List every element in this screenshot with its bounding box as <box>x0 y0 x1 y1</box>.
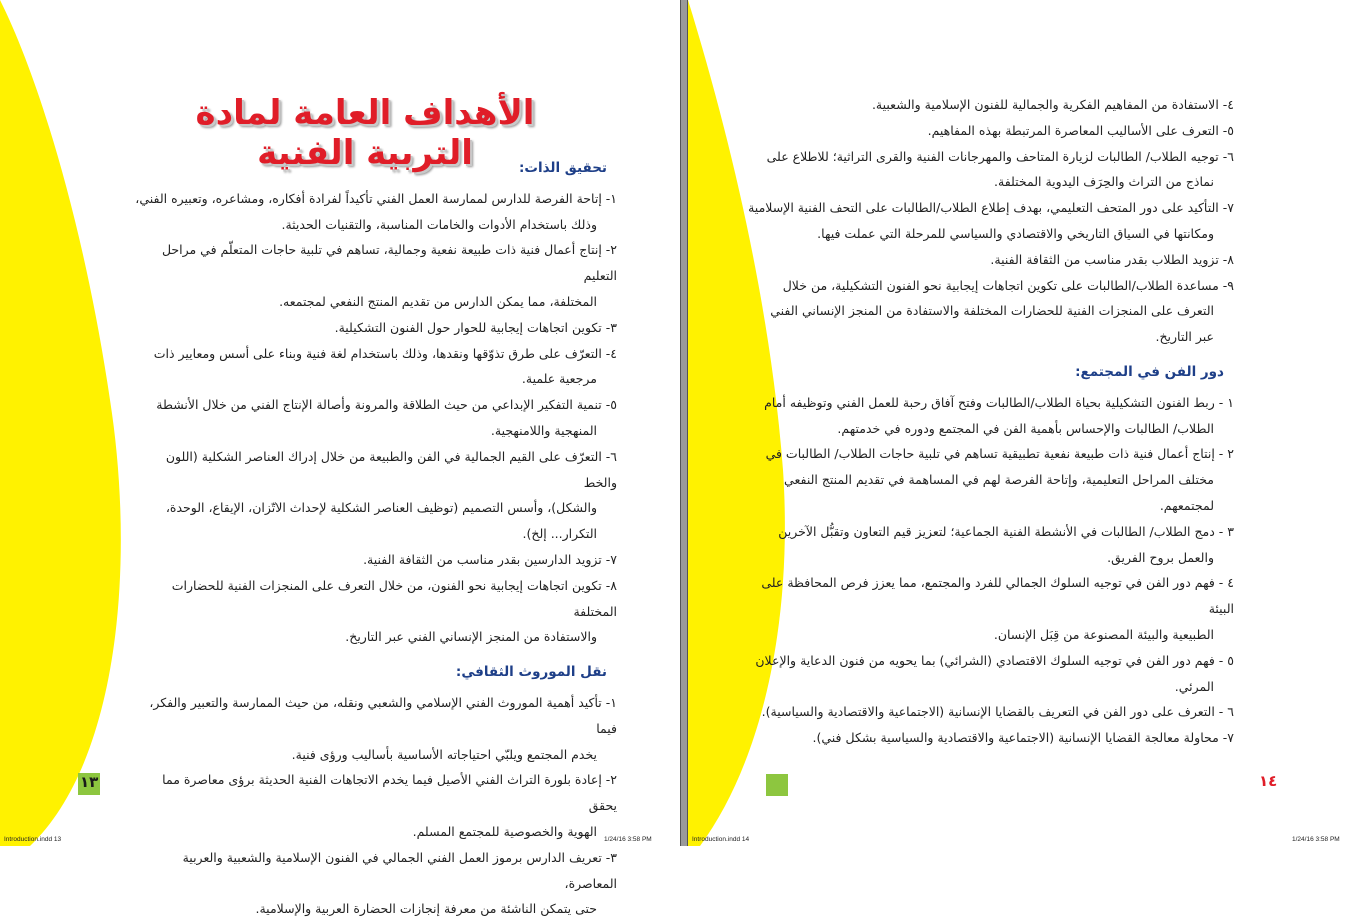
list-item-line: لمجتمعهم. <box>1159 497 1214 513</box>
page-title: الأهداف العامة لمادة التربية الفنية <box>195 93 535 173</box>
right-page <box>688 0 1368 846</box>
list-item <box>744 92 1234 118</box>
list-item-line: ٦ - التعرف على دور الفن في التعريف بالقضايا الإنسانية (الاجتماعية والاقتصادية والسياسية). <box>761 704 1234 720</box>
list-item <box>744 273 1234 350</box>
list-item <box>130 767 617 844</box>
list-item <box>130 547 617 573</box>
objectives-list <box>744 92 1234 350</box>
list-item-line: مرجعية علمية. <box>521 371 597 387</box>
list-item <box>130 444 617 547</box>
list-item-line: ٧- التأكيد على دور المتحف التعليمي، بهدف إطلاع الطلاب/الطالبات على التحف الفنية الإسلامية <box>748 200 1234 216</box>
list-item-line: المختلفة، مما يمكن الدارس من تقديم المنتج النفعي لمجتمعه. <box>279 293 597 309</box>
list-item-line: ٤- الاستفادة من المفاهيم الفكرية والجمالية للفنون الإسلامية والشعبية. <box>871 97 1234 112</box>
list-item-line: وذلك باستخدام الأدوات والخامات المناسبة، والتقنيات الحديثة. <box>281 216 597 232</box>
list-item <box>130 845 617 922</box>
list-item <box>744 390 1234 442</box>
list-item <box>130 186 617 238</box>
list-item <box>744 441 1234 518</box>
slug-file: Introduction.indd 13 <box>4 836 62 843</box>
list-item <box>744 195 1234 247</box>
list-item-line: ٩- مساعدة الطلاب/الطالبات على تكوين اتجاهات إيجابية نحو الفنون التشكيلية، من خلال <box>782 277 1234 293</box>
list-item-line: ٣ - دمج الطلاب/ الطالبات في الأنشطة الفنية الجماعية؛ لتعزيز قيم التعاون وتقبُّل الآخرين <box>778 523 1234 539</box>
list-item <box>130 237 617 314</box>
list-item-line: ٥- التعرف على الأساليب المعاصرة المرتبطة بهذه المفاهيم. <box>927 122 1234 138</box>
list-item-line: ٨- تكوين اتجاهات إيجابية نحو الفنون، من خلال التعرف على المنجزات الفنية للحضارات المختلفة <box>171 577 617 619</box>
list-item <box>744 247 1234 273</box>
list-item-line: يخدم المجتمع ويلبّي احتياجاته الأساسية بأساليب ورؤى فنية. <box>291 746 597 762</box>
list-item-line: ٤- التعرّف على طرق تذوّقها ونقدها، وذلك باستخدام لغة فنية وبناء على أسس ومعايير ذات <box>153 345 617 361</box>
slug-date: 1/24/16 3:58 PM <box>604 836 652 843</box>
list-item <box>744 118 1234 144</box>
left-page-body <box>130 152 617 922</box>
page-number: ١٣ <box>80 773 99 791</box>
list-item-line: ٣- تعريف الدارس برموز العمل الفني الجمالي في الفنون الإسلامية والشعبية والعربية المعاصرة، <box>182 849 617 891</box>
list-item-line: ٢- إعادة بلورة التراث الفني الأصيل فيما يخدم الاتجاهات الفنية الحديثة برؤى معاصرة مما يحقق <box>162 772 617 814</box>
list-item <box>744 648 1234 700</box>
objectives-list <box>744 390 1234 751</box>
list-item <box>130 341 617 393</box>
list-item-line: ١ - ربط الفنون التشكيلية بحياة الطلاب/الطالبات وفتح آفاق رحبة للعمل الفني وتوظيفه أمام <box>764 394 1234 410</box>
list-item-line: ٨- تزويد الطلاب بقدر مناسب من الثقافة الفنية. <box>990 251 1234 267</box>
list-item-line: الهوية والخصوصية للمجتمع المسلم. <box>412 823 597 839</box>
slug-file: Introduction.indd 14 <box>692 836 750 843</box>
list-item-line: التعرف على المنجزات الفنية للحضارات المختلفة والاستفادة من المنجز الإنساني الفني <box>770 303 1214 319</box>
gutter-edge <box>680 0 681 846</box>
section-heading-self-realization: تحقيق الذات: <box>519 160 607 176</box>
list-item-line: ٦- التعرّف على القيم الجمالية في الفن والطبيعة من خلال إدراك العناصر الشكلية (اللون والخط <box>165 448 617 490</box>
list-item-line: المنهجية واللامنهجية. <box>490 422 597 438</box>
list-item <box>130 573 617 650</box>
list-item-line: ٦- توجيه الطلاب/ الطالبات لزيارة المتاحف والمهرجانات الفنية والقرى التراثية؛ للاطلاع على <box>766 148 1234 164</box>
list-item-line: ٥- تنمية التفكير الإبداعي من حيث الطلاقة والمرونة وأصالة الإنتاج الفني من خلال الأنشطة <box>156 397 617 413</box>
objectives-list <box>130 186 617 650</box>
list-item-line: نماذج من التراث والحِرَف اليدوية المختلفة. <box>994 174 1214 190</box>
right-page-body <box>744 92 1234 751</box>
list-item-line: والعمل بروح الفريق. <box>1107 549 1214 565</box>
list-item-line: ومكانتها في السياق التاريخي والاقتصادي والسياسي للمرحلة التي عملت فيها. <box>817 225 1214 241</box>
objectives-list <box>130 690 617 922</box>
list-item-line: الطلاب/ الطالبات والإحساس بأهمية الفن في المجتمع ودوره في خدمتهم. <box>837 420 1214 436</box>
list-item <box>130 392 617 444</box>
list-item-line: المرئي. <box>1174 678 1214 694</box>
section-heading-art-in-society: دور الفن في المجتمع: <box>1075 363 1224 380</box>
list-item-line: ٧- تزويد الدارسين بقدر مناسب من الثقافة الفنية. <box>363 551 617 567</box>
list-item-line: التكرار... إلخ). <box>522 526 597 542</box>
section-heading-cultural-heritage: نقل الموروث الثقافي: <box>455 664 607 681</box>
list-item <box>130 690 617 767</box>
list-item-line: ١- تأكيد أهمية الموروث الفني الإسلامي والشعبي ونقله، من حيث الممارسة والتعبير والفكر، فيما <box>149 694 617 736</box>
list-item <box>744 699 1234 725</box>
list-item-line: عبر التاريخ. <box>1155 329 1214 345</box>
page-number-box <box>766 774 788 796</box>
page-number: ١٤ <box>1259 772 1278 790</box>
list-item-line: الطبيعية والبيئة المصنوعة من قِبَل الإنسان. <box>993 626 1214 642</box>
list-item <box>744 570 1234 647</box>
list-item-line: ١- إتاحة الفرصة للدارس لممارسة العمل الفني تأكيداً لفرادة أفكاره، ومشاعره، وتعبيره الفني، <box>135 190 617 206</box>
list-item <box>744 725 1234 751</box>
list-item-line: ٢- إنتاج أعمال فنية ذات طبيعة نفعية وجمالية، تساهم في تلبية حاجات المتعلّم في مراحل التعليم <box>161 242 617 284</box>
list-item-line: والشكل)، وأسس التصميم (توظيف العناصر الشكلية لإحداث الاتّزان، الإيقاع، الوحدة، <box>165 500 597 516</box>
list-item <box>744 144 1234 196</box>
slug-date: 1/24/16 3:58 PM <box>1292 836 1340 843</box>
list-item-line: ٥ - فهم دور الفن في توجيه السلوك الاقتصادي (الشرائي) بما يحويه من فنون الدعاية والإعلان <box>755 652 1234 668</box>
list-item <box>744 519 1234 571</box>
list-item-line: حتى يتمكن الناشئة من معرفة إنجازات الحضارة العربية والإسلامية. <box>255 901 597 917</box>
list-item-line: ٤ - فهم دور الفن في توجيه السلوك الجمالي للفرد والمجتمع، مما يعزز فرص المحافظة على البيئة <box>761 575 1234 617</box>
left-page <box>0 0 680 917</box>
list-item-line: والاستفادة من المنجز الإنساني الفني عبر التاريخ. <box>345 629 597 645</box>
list-item-line: مختلف المراحل التعليمية، وإتاحة الفرصة لهم في المساهمة في تقديم المنتج النفعي <box>784 472 1214 488</box>
list-item <box>130 315 617 341</box>
list-item-line: ٧- محاولة معالجة القضايا الإنسانية (الاجتماعية والاقتصادية والسياسية بشكل فني). <box>812 730 1234 746</box>
list-item-line: ٣- تكوين اتجاهات إيجابية للحوار حول الفنون التشكيلية. <box>334 319 617 335</box>
list-item-line: ٢ - إنتاج أعمال فنية ذات طبيعة نفعية تطبيقية تساهم في تلبية حاجات الطلاب/ الطالبات في <box>765 446 1234 462</box>
